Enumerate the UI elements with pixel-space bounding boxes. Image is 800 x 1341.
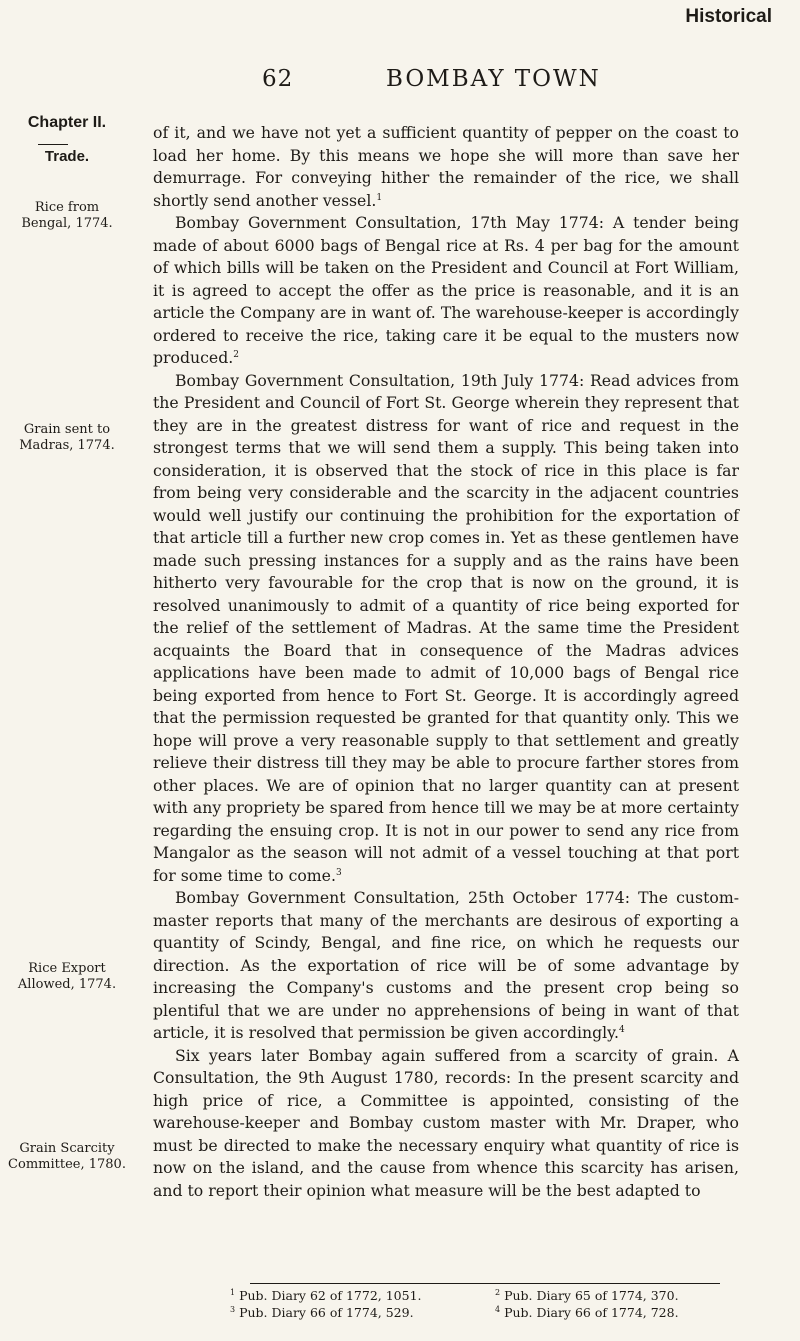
footnote-ref: 1: [376, 192, 383, 203]
paragraph: Bombay Government Consultation, 17th May 1774: A tender being made of about 6000 bags of Bengal rice at Rs. 4 per bag for the amount of which bills will be taken on the President and Council at Fort William, it is agreed to accept the offer as the price is reasonable, and it is an article the Company are in want of. The warehouse-keeper is accordingly ordered to receive the rice, taking care it be equal to the musters now produced.$^2$: [153, 213, 739, 367]
running-head: [262, 66, 722, 96]
margin-note-rice-export: Rice Export Allowed, 1774.: [17, 961, 117, 992]
footnote-ref: 4: [618, 1024, 625, 1035]
footnotes: [230, 1287, 730, 1321]
footnote-ref: 2: [233, 349, 239, 360]
section-tag: Historical: [685, 6, 772, 27]
footnote: $^3$ Pub. Diary 66 of 1774, 529.: [230, 1304, 414, 1320]
body-text: [153, 122, 739, 1202]
chapter-label: Chapter II.: [27, 114, 107, 131]
footnote: $^2$ Pub. Diary 65 of 1774, 370.: [495, 1287, 679, 1303]
paragraph: of it, and we have not yet a sufficient quantity of pepper on the coast to load her home. By this means we hope she will more than save her demurrage. For conveying hither the remainder of the rice, we shall shortly send another vessel.$^1$: [153, 123, 739, 210]
page-heading: BOMBAY TOWN: [386, 66, 601, 92]
paragraph: Six years later Bombay again suffered from a scarcity of grain. A Consultation, the 9th August 1780, records: In the present scarcity and high price of rice, a Committee is appointed, consisting of the warehouse-keeper and Bombay custom master with Mr. Draper, who must be directed to make the necessary enquiry what quantity of rice is now on the island, and the cause from whence this scarcity has arisen, and to report their opinion what measure will be the best adapted to: [153, 1045, 739, 1200]
section-label: Trade.: [44, 148, 90, 165]
margin-note-grain-scarcity: Grain Scarcity Committee, 1780.: [8, 1141, 126, 1172]
page-number: 62: [262, 66, 294, 92]
chapter-rule: [38, 144, 68, 145]
paragraph: Bombay Government Consultation, 25th October 1774: The custom-master reports that many of the merchants are desirous of exporting a quantity of Scindy, Bengal, and fine rice, on which he requests our direction. As the exportation of rice will be of some advantage by increasing the Company's customs and the present crop being so plentiful that we are under no apprehensions of being in want of that article, it is resolved that permission be given accordingly.$^4$: [153, 888, 739, 1042]
paragraph: Bombay Government Consultation, 19th July 1774: Read advices from the President and Council of Fort St. George wherein they represent that they are in the greatest distress for want of rice and request in the strongest terms that we will send them a supply. This being taken into consideration, it is observed that the stock of rice in this place is far from being very considerable and the scarcity in the adjacent countries would well justify our continuing the prohibition for the exportation of that article till a further new crop comes in. Yet as these gentlemen have made such pressing instances for a supply and as the rains have been hitherto very favourable for the crop that is now on the ground, it is resolved unanimously to admit of a quantity of rice being exported for the relief of the settlement of Madras. At the same time the President acquaints the Board that in consequence of the Madras advices applications have been made to admit of 10,000 bags of Bengal rice being exported from hence to Fort St. George. It is accordingly agreed that the permission requested be granted for that quantity only. This we hope will prove a very reasonable supply to that settlement and greatly relieve their distress till they may be able to procure farther stores from other places. We are of opinion that no larger quantity can at present with any propriety be spared from hence till we may be at more certainty regarding the ensuing crop. It is not in our power to send any rice from Mangalor as the season will not admit of a vessel touching at that port for some time to come.$^3$: [153, 370, 739, 885]
margin-note-rice-from-bengal: Rice from Bengal, 1774.: [21, 200, 113, 231]
footnote: $^1$ Pub. Diary 62 of 1772, 1051.: [230, 1287, 422, 1303]
footnote-rule: [250, 1283, 720, 1284]
margin-note-grain-to-madras: Grain sent to Madras, 1774.: [19, 422, 115, 453]
footnote: $^4$ Pub. Diary 66 of 1774, 728.: [495, 1304, 679, 1320]
footnote-ref: 3: [335, 867, 342, 878]
